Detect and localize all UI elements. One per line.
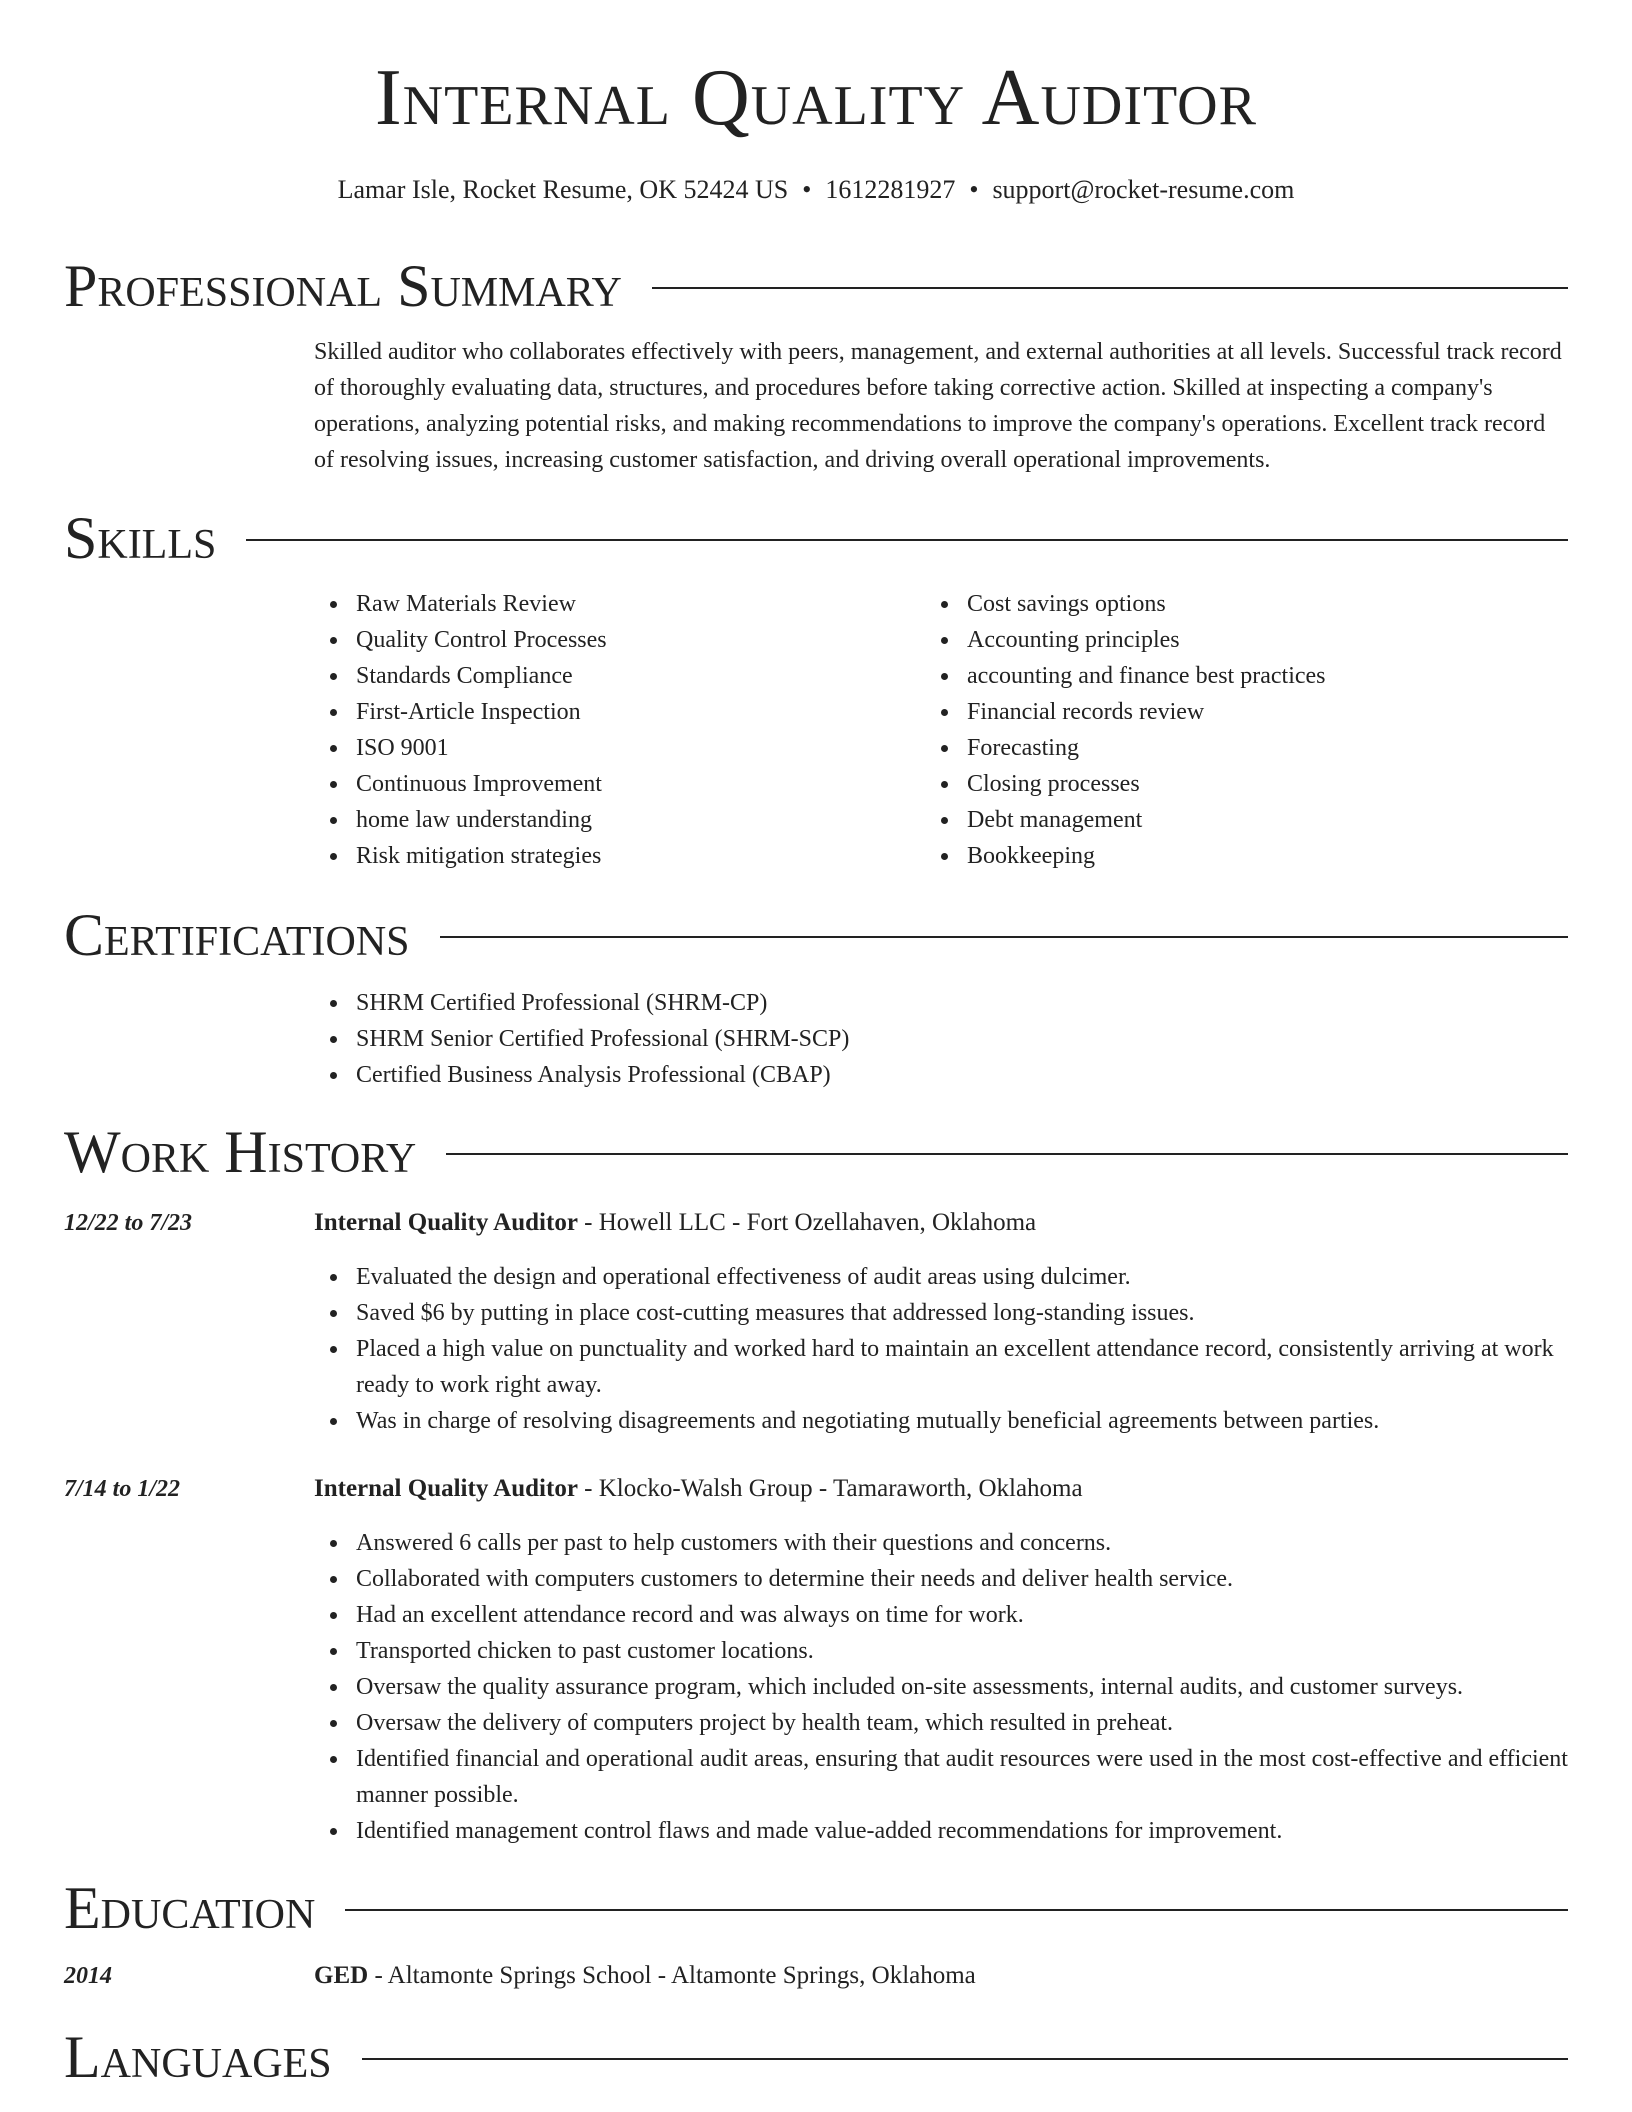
section-divider (652, 287, 1568, 289)
section-divider (345, 1909, 1568, 1911)
skill-item: Risk mitigation strategies (356, 838, 916, 874)
skill-item: Bookkeeping (967, 838, 1587, 874)
skill-item: Standards Compliance (356, 658, 916, 694)
job-bullet: Identified financial and operational audit areas, ensuring that audit resources were used in the most cost-effective and efficient manner possible. (356, 1741, 1606, 1813)
summary-heading: Professional Summary (64, 253, 622, 319)
contact-separator: • (802, 175, 812, 204)
skill-item: Quality Control Processes (356, 622, 916, 658)
skills-list-right (923, 586, 1587, 874)
skill-item: Closing processes (967, 766, 1587, 802)
job-heading (314, 1471, 1083, 1507)
job-bullet: Placed a high value on punctuality and worked hard to maintain an excellent attendance record, consistently arriving at work ready to work right away. (356, 1331, 1606, 1403)
work-section-header (64, 1116, 1568, 1188)
skill-item: Forecasting (967, 730, 1587, 766)
contact-address: Lamar Isle, Rocket Resume, OK 52424 US (337, 175, 789, 204)
skill-item: Raw Materials Review (356, 586, 916, 622)
skill-item: ISO 9001 (356, 730, 916, 766)
skill-item: home law understanding (356, 802, 916, 838)
education-section-header (64, 1872, 1568, 1944)
job-title: Internal Quality Auditor (314, 1475, 578, 1502)
certification-item: SHRM Certified Professional (SHRM-CP) (356, 985, 1606, 1021)
skill-item: Cost savings options (967, 586, 1587, 622)
certification-item: Certified Business Analysis Professional (CBAP) (356, 1057, 1606, 1093)
education-school: - Altamonte Springs School - Altamonte Springs, Oklahoma (368, 1962, 976, 1989)
section-divider (446, 1153, 1568, 1155)
job-bullet: Oversaw the delivery of computers project by health team, which resulted in preheat. (356, 1705, 1606, 1741)
skills-list-left (312, 586, 916, 874)
section-divider (440, 936, 1568, 938)
certifications-heading: Certifications (64, 902, 410, 968)
education-line (314, 1958, 976, 1994)
contact-email: support@rocket-resume.com (992, 175, 1295, 204)
job-bullet: Transported chicken to past customer locations. (356, 1633, 1606, 1669)
education-year: 2014 (64, 1963, 112, 1989)
job-bullet: Answered 6 calls per past to help customers with their questions and concerns. (356, 1525, 1606, 1561)
languages-section-header (64, 2021, 1568, 2093)
job-title: Internal Quality Auditor (314, 1209, 578, 1236)
job-bullets (312, 1259, 1606, 1439)
skills-section-header (64, 502, 1568, 574)
job-bullets (312, 1525, 1606, 1849)
contact-separator: • (969, 175, 979, 204)
skill-item: Continuous Improvement (356, 766, 916, 802)
job-bullet: Collaborated with computers customers to determine their needs and deliver health service. (356, 1561, 1606, 1597)
contact-line (0, 173, 1632, 207)
job-dates: 7/14 to 1/22 (64, 1476, 181, 1502)
skill-item: First-Article Inspection (356, 694, 916, 730)
education-heading: Education (64, 1875, 316, 1941)
skills-heading: Skills (64, 505, 217, 571)
summary-section-header (64, 250, 1568, 322)
languages-heading: Languages (64, 2024, 332, 2090)
skill-item: Debt management (967, 802, 1587, 838)
job-bullet: Identified management control flaws and made value-added recommendations for improvement. (356, 1813, 1606, 1849)
job-bullet: Oversaw the quality assurance program, which included on-site assessments, internal audits, and customer surveys. (356, 1669, 1606, 1705)
job-bullet: Had an excellent attendance record and was always on time for work. (356, 1597, 1606, 1633)
certification-item: SHRM Senior Certified Professional (SHRM-SCP) (356, 1021, 1606, 1057)
section-divider (246, 539, 1568, 541)
summary-text: Skilled auditor who collaborates effectively with peers, management, and external authorities at all levels. Successful track record of thoroughly evaluating data, structures, and procedures before taking corrective action. Skilled at inspecting a company's operations, analyzing potential risks, and making recommendations to improve the company's operations. Excellent track record of resolving issues, increasing customer satisfaction, and driving overall operational improvements. (314, 339, 1562, 473)
work-heading: Work History (64, 1119, 417, 1185)
contact-phone: 1612281927 (825, 175, 956, 204)
education-degree: GED (314, 1962, 369, 1989)
job-bullet: Saved $6 by putting in place cost-cutting measures that addressed long-standing issues. (356, 1295, 1606, 1331)
job-dates: 12/22 to 7/23 (64, 1210, 193, 1236)
skill-item: Financial records review (967, 694, 1587, 730)
job-bullet: Was in charge of resolving disagreements and negotiating mutually beneficial agreements between parties. (356, 1403, 1606, 1439)
job-employer: - Howell LLC - Fort Ozellahaven, Oklahoma (577, 1209, 1037, 1236)
job-employer: - Klocko-Walsh Group - Tamaraworth, Oklahoma (577, 1475, 1083, 1502)
skill-item: Accounting principles (967, 622, 1587, 658)
job-bullet: Evaluated the design and operational effectiveness of audit areas using dulcimer. (356, 1259, 1606, 1295)
section-divider (362, 2058, 1568, 2060)
certifications-list (312, 985, 1606, 1093)
certifications-section-header (64, 899, 1568, 971)
skill-item: accounting and finance best practices (967, 658, 1587, 694)
job-heading (314, 1205, 1036, 1241)
resume-title: Internal Quality Auditor (375, 54, 1257, 142)
